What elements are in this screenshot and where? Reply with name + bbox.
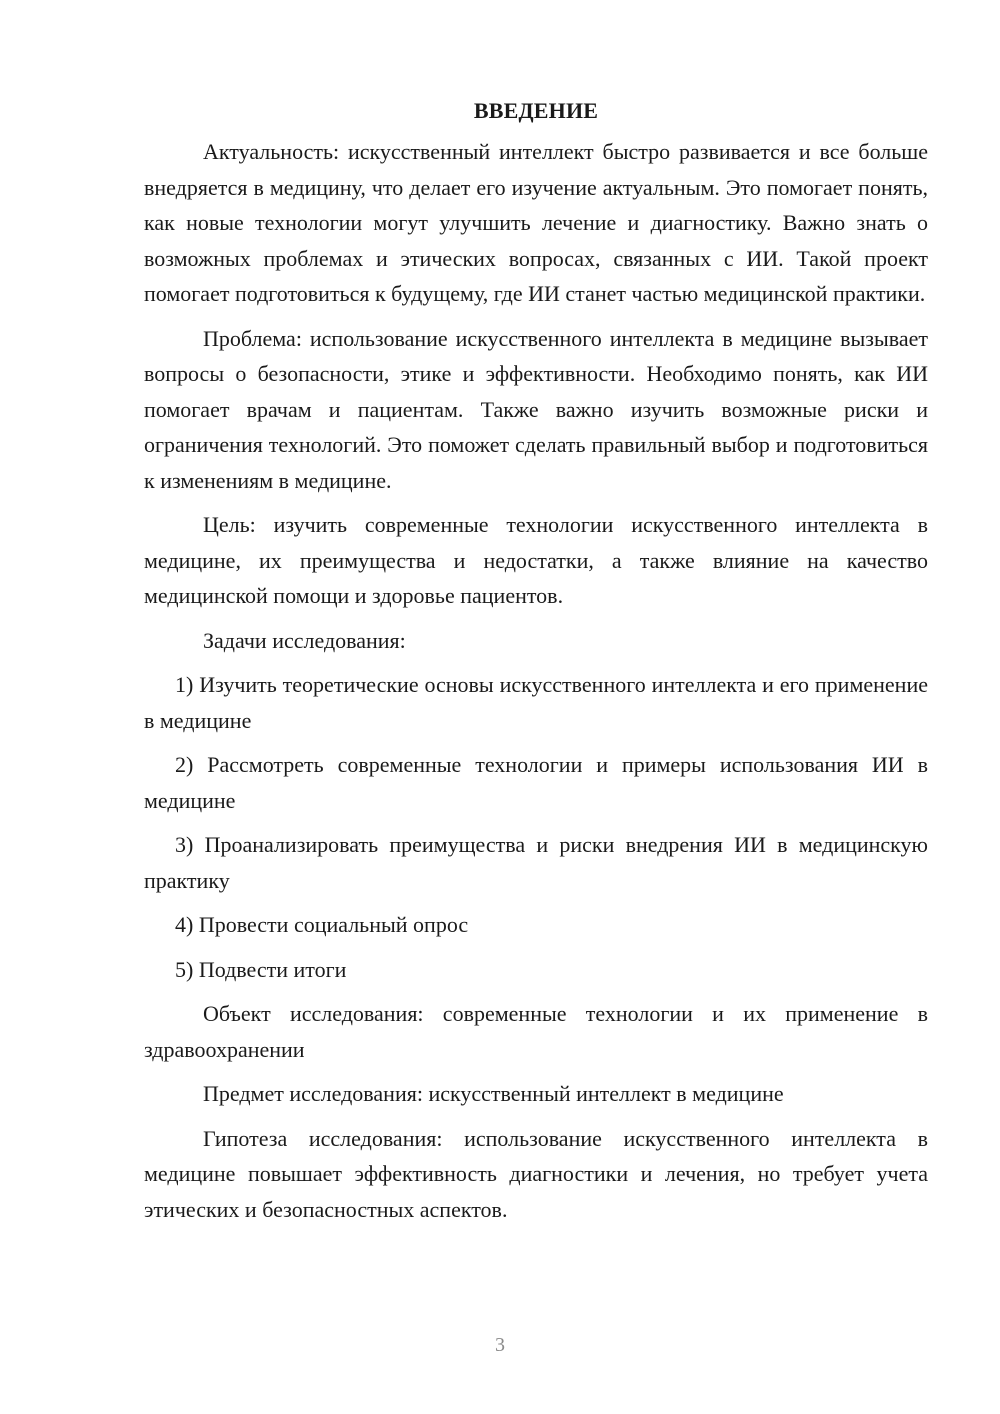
object-paragraph: Объект исследования: современные технологии и их применение в здравоохранении: [144, 1001, 928, 1062]
subject-paragraph: Предмет исследования: искусственный интеллект в медицине: [203, 1081, 784, 1106]
problem-paragraph: Проблема: использование искусственного интеллекта в медицине вызывает вопросы о безопасности, этике и эффективности. Необходимо понять, как ИИ помогает врачам и пациентам. Также важно изучить возможные риски и ограничения технологий. Это поможет сделать правильный выбор и подготовиться к изменениям в медицине.: [144, 325, 928, 493]
list-item: 5) Подвести итоги: [175, 956, 347, 982]
list-item: 2) Рассмотреть современные технологии и примеры использования ИИ в медицине: [144, 752, 928, 813]
list-item: 1) Изучить теоретические основы искусственного интеллекта и его применение в медицине: [144, 672, 928, 733]
page-number: 3: [495, 1334, 505, 1356]
goal-paragraph: Цель: изучить современные технологии искусственного интеллекта в медицине, их преимущества и недостатки, а также влияние на качество медицинской помощи и здоровье пациентов.: [144, 512, 928, 608]
list-item: 4) Провести социальный опрос: [175, 912, 469, 937]
list-item: 3) Проанализировать преимущества и риски внедрения ИИ в медицинскую практику: [144, 832, 928, 893]
page-title: ВВЕДЕНИЕ: [473, 98, 599, 123]
relevance-paragraph: Актуальность: искусственный интеллект быстро развивается и все больше внедряется в медицину, что делает его изучение актуальным. Это помогает понять, как новые технологии могут улучшить лечение и диагностику. Важно знать о возможных проблемах и этических вопросах, связанных с ИИ. Такой проект помогает подготовиться к будущему, где ИИ станет частью медицинской практики.: [144, 139, 928, 306]
tasks-list: [144, 667, 928, 987]
hypothesis-paragraph: Гипотеза исследования: использование искусственного интеллекта в медицине повышает эффективность диагностики и лечения, но требует учета этических и безопасностных аспектов.: [144, 1125, 928, 1222]
tasks-heading: Задачи исследования:: [203, 627, 406, 653]
page-content: [144, 96, 928, 1236]
